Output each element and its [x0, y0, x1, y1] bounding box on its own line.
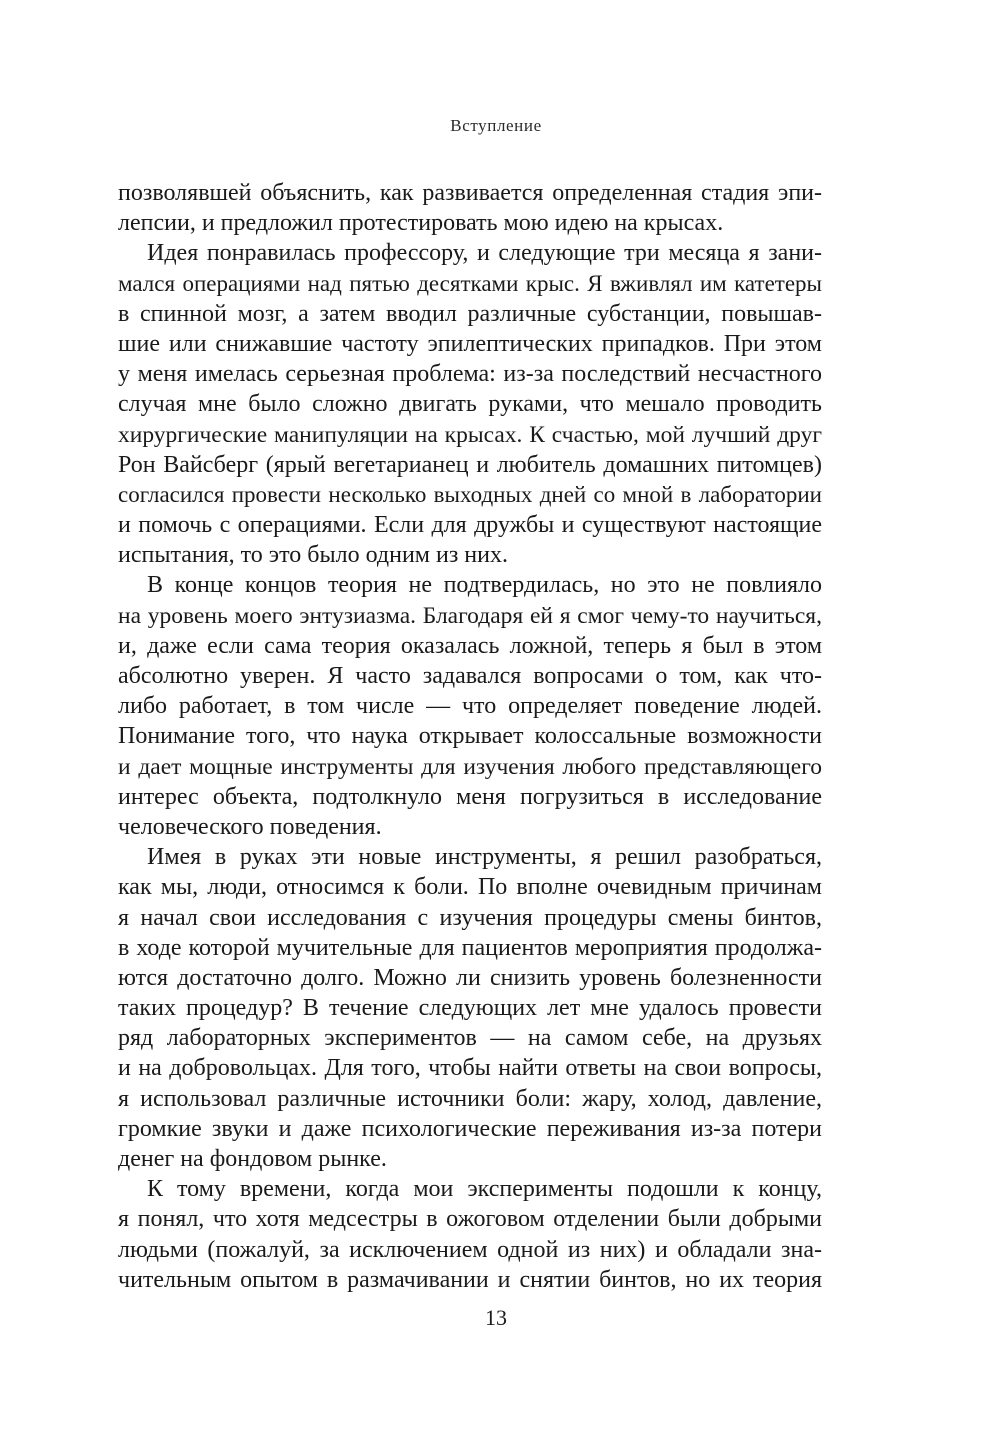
text-line: я начал свои исследования с изучения процедуры смены бинтов,: [118, 904, 822, 931]
body-text: [118, 178, 822, 1295]
text-line: Понимание того, что наука открывает колоссальные возможности: [118, 723, 822, 750]
text-line: на уровень моего энтузиазма. Благодаря ей я смог чему-то научиться,: [118, 602, 822, 629]
text-line: Имея в руках эти новые инструменты, я решил разобраться,: [147, 844, 822, 871]
text-line: мался операциями над пятью десятками крыс. Я вживлял им катетеры: [118, 270, 822, 296]
text-line: и дает мощные инструменты для изучения любого представляющего: [118, 753, 822, 780]
text-line: людьми (пожалуй, за исключением одной из них) и обладали зна-: [118, 1236, 822, 1263]
text-line: В конце концов теория не подтвердилась, но это не повлияло: [147, 572, 822, 599]
text-line: и помочь с операциями. Если для дружбы и существуют настоящие: [118, 512, 822, 539]
text-line: в спинной мозг, а затем вводил различные субстанции, повышав-: [118, 300, 822, 327]
text-line: у меня имелась серьезная проблема: из-за последствий несчастного: [118, 361, 822, 388]
page-number: 13: [485, 1305, 507, 1330]
text-line: испытания, то это было одним из них.: [118, 542, 508, 569]
text-line: интерес объекта, подтолкнуло меня погрузиться в исследование: [118, 783, 822, 810]
text-line: случая мне было сложно двигать руками, что мешало проводить: [118, 391, 822, 418]
text-line: лепсии, и предложил протестировать мою идею на крысах.: [118, 210, 724, 237]
text-line: Рон Вайсберг (ярый вегетарианец и любитель домашних питомцев): [118, 451, 822, 478]
text-line: абсолютно уверен. Я часто задавался вопросами о том, как что-: [118, 663, 822, 689]
text-line: согласился провести несколько выходных дней со мной в лаборатории: [118, 481, 822, 507]
text-line: я понял, что хотя медсестры в ожоговом отделении были добрыми: [118, 1206, 822, 1233]
text-line: и на добровольцах. Для того, чтобы найти ответы на свои вопросы,: [118, 1055, 822, 1082]
text-line: Идея понравилась профессору, и следующие три месяца я зани-: [147, 240, 822, 267]
text-line: человеческого поведения.: [118, 813, 382, 840]
text-line: позволявшей объяснить, как развивается определенная стадия эпи-: [118, 180, 822, 206]
text-line: таких процедур? В течение следующих лет мне удалось провести: [118, 995, 822, 1022]
text-line: громкие звуки и даже психологические переживания из-за потери: [118, 1115, 822, 1142]
text-line: денег на фондовом рынке.: [118, 1146, 387, 1172]
text-line: ряд лабораторных экспериментов — на самом себе, на друзьях: [118, 1025, 822, 1052]
text-line: и, даже если сама теория оказалась ложной, теперь я был в этом: [118, 632, 822, 659]
text-line: ются достаточно долго. Можно ли снизить уровень болезненности: [118, 964, 822, 991]
text-line: К тому времени, когда мои эксперименты подошли к концу,: [147, 1176, 822, 1203]
text-line: я использовал различные источники боли: жару, холод, давление,: [118, 1085, 822, 1112]
text-line: либо работает, в том числе — что определяет поведение людей.: [118, 693, 822, 720]
text-line: как мы, люди, относимся к боли. По вполне очевидным причинам: [118, 874, 822, 901]
text-line: в ходе которой мучительные для пациентов мероприятия продолжа-: [118, 934, 822, 961]
text-line: шие или снижавшие частоту эпилептических припадков. При этом: [118, 330, 822, 357]
text-line: хирургические манипуляции на крысах. К счастью, мой лучший друг: [118, 421, 822, 448]
running-head: Вступление: [450, 116, 542, 135]
text-line: чительным опытом в размачивании и снятии бинтов, но их теория: [118, 1266, 822, 1293]
